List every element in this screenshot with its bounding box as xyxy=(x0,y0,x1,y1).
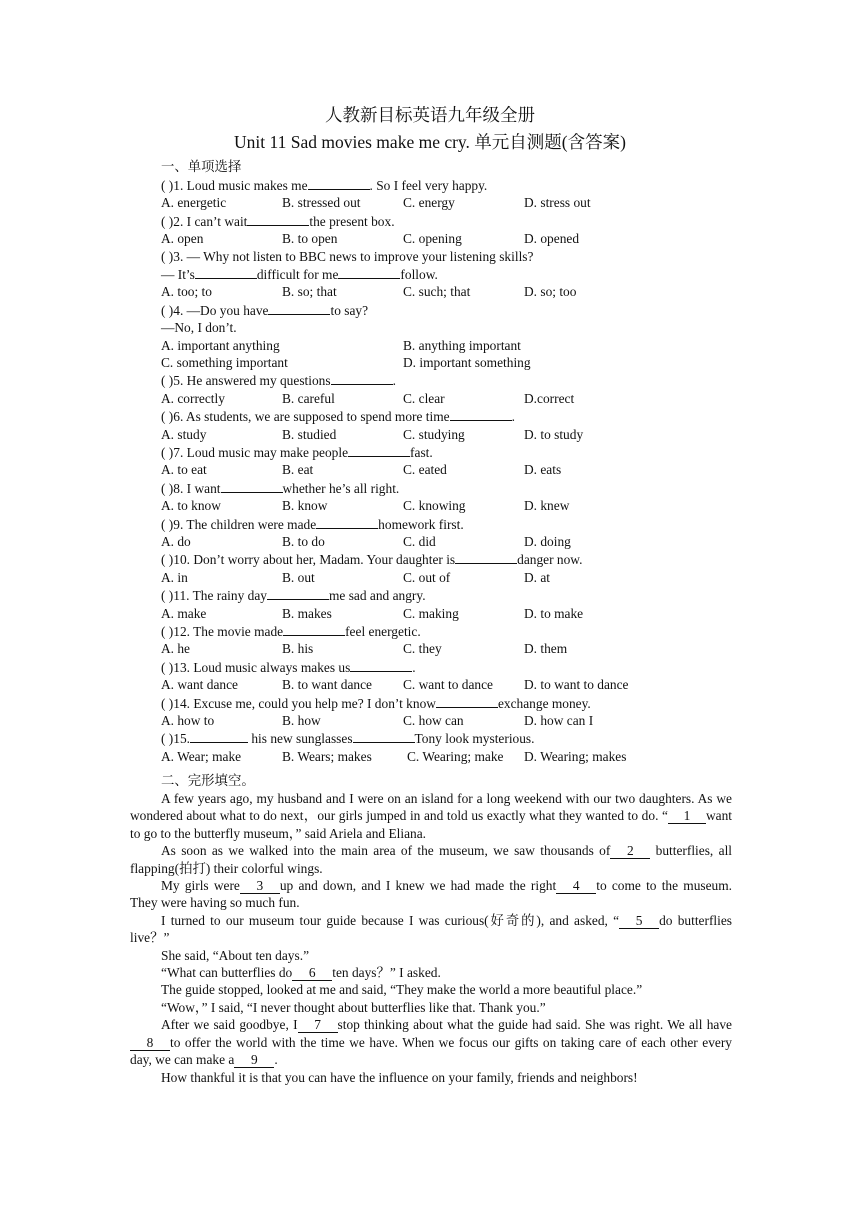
answer-blank xyxy=(436,694,498,708)
question-stem xyxy=(161,658,761,676)
answer-option: A. want dance xyxy=(161,677,238,693)
passage-text: stop thinking about what the guide had said. She was right. We all have xyxy=(337,1017,732,1033)
answer-blank xyxy=(221,479,283,493)
question-text: exchange money. xyxy=(497,695,591,711)
options-row xyxy=(161,337,761,354)
answer-option: A. how to xyxy=(161,712,215,728)
question-text: ( )13. Loud music always makes us xyxy=(161,659,351,675)
question-text: ( )11. The rainy day xyxy=(161,588,267,604)
answer-option: D. Wearing; makes xyxy=(524,748,627,764)
answer-option: C. making xyxy=(403,605,459,621)
answer-option: D. important something xyxy=(403,355,531,370)
question-text: feel energetic. xyxy=(345,623,421,639)
answer-blank xyxy=(190,729,248,743)
answer-option: B. how xyxy=(282,712,321,728)
passage-text: do butterflies live？” xyxy=(130,912,733,946)
answer-blank xyxy=(247,212,309,226)
passage-text: I turned to our museum tour guide because I was curious(好奇的), and asked, “ xyxy=(161,912,620,928)
answer-blank xyxy=(338,265,400,279)
question-text: ( )10. Don’t worry about her, Madam. Your daughter is xyxy=(161,552,456,568)
answer-option: B. to want dance xyxy=(282,677,372,693)
question-stem xyxy=(161,586,761,604)
cloze-blank: 5 xyxy=(619,914,659,929)
passage-text: to offer the world with the time we have. When we focus our gifts on taking care of each other every day, we can make a xyxy=(130,1034,732,1068)
question-text: . xyxy=(412,659,416,675)
answer-option: D. to want to dance xyxy=(524,677,629,693)
answer-option: B. know xyxy=(282,498,328,514)
question-text: fast. xyxy=(410,444,433,460)
answer-blank xyxy=(348,443,410,457)
answer-option: C. out of xyxy=(403,569,451,585)
passage-text: My girls were xyxy=(161,878,240,894)
answer-option: A. do xyxy=(161,533,191,549)
passage-paragraph xyxy=(130,964,732,981)
answer-option: B. to do xyxy=(282,533,325,549)
section-1-heading: 一、单项选择 xyxy=(161,159,242,174)
answer-option: D. opened xyxy=(524,231,580,247)
answer-option: A. energetic xyxy=(161,195,227,211)
answer-option: A. correctly xyxy=(161,390,225,406)
options-row xyxy=(161,640,761,657)
question-stem xyxy=(161,479,761,497)
answer-blank xyxy=(195,265,257,279)
answer-option: D. stress out xyxy=(524,195,591,211)
answer-option: C. clear xyxy=(403,390,445,406)
cloze-blank: 1 xyxy=(668,809,706,824)
question-text: ( )3. — Why not listen to BBC news to improve your listening skills? xyxy=(161,248,534,264)
section-2-heading: 二、完形填空。 xyxy=(161,773,255,788)
passage-text: A few years ago, my husband and I were on an island for a long weekend with our two daughters. As we wondered about what to do next，our girls jumped in and told us exactly what they wanted to do. “ xyxy=(130,791,732,824)
passage-paragraph xyxy=(130,790,732,842)
question-text: ( )14. Excuse me, could you help me? I don’t know xyxy=(161,695,436,711)
options-row xyxy=(161,354,761,371)
question-text: his new sunglasses xyxy=(248,731,353,747)
question-text: ( )4. —Do you have xyxy=(161,302,269,318)
question-text: ( )8. I want xyxy=(161,480,221,496)
question-stem xyxy=(161,550,761,568)
answer-option: C. Wearing; make xyxy=(407,748,504,764)
question-text: . xyxy=(511,409,515,425)
cloze-blank: 9 xyxy=(234,1053,274,1068)
cloze-blank: 4 xyxy=(556,879,596,894)
answer-option: A. make xyxy=(161,605,207,621)
question-text: — It’s xyxy=(161,267,195,282)
passage-text: How thankful it is that you can have the influence on your family, friends and neighbors! xyxy=(161,1069,638,1085)
multiple-choice-list xyxy=(161,176,761,765)
passage-text: She said, “About ten days.” xyxy=(161,947,310,963)
question-stem xyxy=(161,407,761,425)
passage-text: “Wow，” I said, “I never thought about butterflies like that. Thank you.” xyxy=(161,999,546,1015)
options-row xyxy=(161,605,761,622)
question-text: . So I feel very happy. xyxy=(369,178,488,193)
answer-option: A. Wear; make xyxy=(161,748,242,764)
cloze-blank: 7 xyxy=(298,1018,338,1033)
question-stem xyxy=(161,694,761,712)
cloze-blank: 8 xyxy=(130,1036,170,1051)
answer-option: B. out xyxy=(282,569,315,585)
answer-blank xyxy=(267,586,329,600)
question-text: danger now. xyxy=(517,552,583,568)
answer-option: A. open xyxy=(161,231,204,247)
question-text: ( )12. The movie made xyxy=(161,623,284,639)
answer-option: D. knew xyxy=(524,498,570,514)
options-row xyxy=(161,230,761,247)
options-row xyxy=(161,283,761,300)
answer-option: B. to open xyxy=(282,231,338,247)
question-text: whether he’s all right. xyxy=(282,480,400,496)
question-text: me sad and angry. xyxy=(328,588,426,604)
passage-text: to come to the museum. They were having so much fun. xyxy=(130,878,733,911)
passage-paragraph xyxy=(130,1016,732,1068)
answer-option: A. too; to xyxy=(161,284,212,300)
passage-text: . xyxy=(274,1052,278,1068)
answer-option: C. knowing xyxy=(403,498,466,514)
question-stem xyxy=(161,622,761,640)
answer-option: A. study xyxy=(161,426,207,442)
options-row xyxy=(161,390,761,407)
passage-text: ten days？” I asked. xyxy=(332,965,441,981)
question-text: ( )7. Loud music may make people xyxy=(161,444,349,460)
cloze-blank: 3 xyxy=(240,879,280,894)
answer-option: B. so; that xyxy=(282,284,337,300)
answer-option: C. they xyxy=(403,641,442,657)
answer-option: D. so; too xyxy=(524,284,577,300)
question-dialogue xyxy=(161,265,761,283)
question-text: homework first. xyxy=(378,516,464,532)
question-text: . xyxy=(392,373,396,389)
passage-text: want to go to the butterfly museum，” said Ariela and Eliana. xyxy=(130,808,732,841)
answer-option: A. important anything xyxy=(161,337,280,353)
answer-option: B. studied xyxy=(282,426,337,442)
passage-paragraph xyxy=(130,1069,732,1086)
answer-option: D.correct xyxy=(524,390,575,406)
options-row xyxy=(161,194,761,211)
answer-blank xyxy=(350,658,412,672)
answer-option: D. to make xyxy=(524,605,584,621)
document-subtitle: Unit 11 Sad movies make me cry. 单元自测题(含答案) xyxy=(234,132,626,152)
answer-option: C. eated xyxy=(403,462,447,478)
question-text: ( )2. I can’t wait xyxy=(161,213,248,229)
answer-option: D. doing xyxy=(524,533,571,549)
answer-blank xyxy=(455,550,517,564)
answer-option: A. in xyxy=(161,569,188,585)
question-text: Tony look mysterious. xyxy=(414,731,535,747)
answer-option: C. did xyxy=(403,533,436,549)
question-text: ( )15. xyxy=(161,731,191,747)
question-text: ( )5. He answered my questions xyxy=(161,373,331,389)
answer-option: D. at xyxy=(524,569,551,585)
passage-text: After we said goodbye, I xyxy=(161,1017,298,1033)
answer-option: D. to study xyxy=(524,426,584,442)
passage-text: The guide stopped, looked at me and said, “They make the world a more beautiful place.” xyxy=(161,982,643,998)
answer-option: C. studying xyxy=(403,426,465,442)
passage-paragraph xyxy=(130,947,732,964)
options-row xyxy=(161,426,761,443)
answer-blank xyxy=(268,301,330,315)
question-dialogue xyxy=(161,319,761,336)
answer-option: B. his xyxy=(282,641,314,657)
answer-option: D. them xyxy=(524,641,568,657)
passage-paragraph xyxy=(130,877,732,912)
options-row xyxy=(161,461,761,478)
question-stem xyxy=(161,515,761,533)
question-stem xyxy=(161,371,761,389)
passage-text: butterflies, all flapping(拍打) their colorful wings. xyxy=(130,843,733,876)
answer-option: C. opening xyxy=(403,231,462,247)
question-text: follow. xyxy=(400,267,438,282)
answer-option: C. how can xyxy=(403,712,464,728)
answer-blank xyxy=(308,176,370,190)
answer-option: B. careful xyxy=(282,390,335,406)
answer-option: B. eat xyxy=(282,462,314,478)
passage-paragraph xyxy=(130,999,732,1016)
question-text: difficult for me xyxy=(256,267,339,282)
answer-blank xyxy=(316,515,378,529)
answer-option: D. how can I xyxy=(524,712,594,728)
answer-option: A. he xyxy=(161,641,191,657)
question-stem xyxy=(161,212,761,230)
answer-option: B. anything important xyxy=(403,337,521,353)
cloze-passage xyxy=(130,790,732,1086)
passage-text: up and down, and I knew we had made the right xyxy=(279,878,557,894)
document-title: 人教新目标英语九年级全册 xyxy=(325,105,535,125)
cloze-blank: 6 xyxy=(292,966,332,981)
question-text: ( )9. The children were made xyxy=(161,516,317,532)
question-stem xyxy=(161,443,761,461)
cloze-blank: 2 xyxy=(610,844,650,859)
answer-option: B. stressed out xyxy=(282,195,361,211)
answer-blank xyxy=(331,371,393,385)
answer-option: C. want to dance xyxy=(403,677,493,693)
answer-option: B. Wears; makes xyxy=(282,748,372,764)
question-text: ( )6. As students, we are supposed to spend more time xyxy=(161,409,450,425)
question-stem xyxy=(161,729,761,747)
question-text: to say? xyxy=(330,302,369,318)
options-row xyxy=(161,676,761,693)
options-row xyxy=(161,569,761,586)
passage-text: As soon as we walked into the main area of the museum, we saw thousands of xyxy=(161,843,611,859)
passage-text: “What can butterflies do xyxy=(161,965,293,981)
options-row xyxy=(161,712,761,729)
question-stem xyxy=(161,301,761,319)
answer-option: B. makes xyxy=(282,605,332,621)
answer-option: C. such; that xyxy=(403,284,471,300)
answer-option: C. something important xyxy=(161,355,288,370)
question-text: —No, I don’t. xyxy=(161,320,237,336)
question-text: the present box. xyxy=(309,213,395,229)
question-text: ( )1. Loud music makes me xyxy=(161,178,308,193)
answer-option: A. to know xyxy=(161,498,221,514)
passage-paragraph xyxy=(130,842,732,877)
answer-blank xyxy=(450,407,512,421)
options-row xyxy=(161,497,761,514)
options-row xyxy=(161,533,761,550)
answer-blank xyxy=(353,729,415,743)
answer-blank xyxy=(283,622,345,636)
answer-option: A. to eat xyxy=(161,462,207,478)
passage-paragraph xyxy=(130,912,732,947)
passage-paragraph xyxy=(130,981,732,998)
question-stem xyxy=(161,248,761,265)
options-row xyxy=(161,748,761,765)
answer-option: D. eats xyxy=(524,462,562,478)
question-stem xyxy=(161,176,761,194)
answer-option: C. energy xyxy=(403,195,455,211)
